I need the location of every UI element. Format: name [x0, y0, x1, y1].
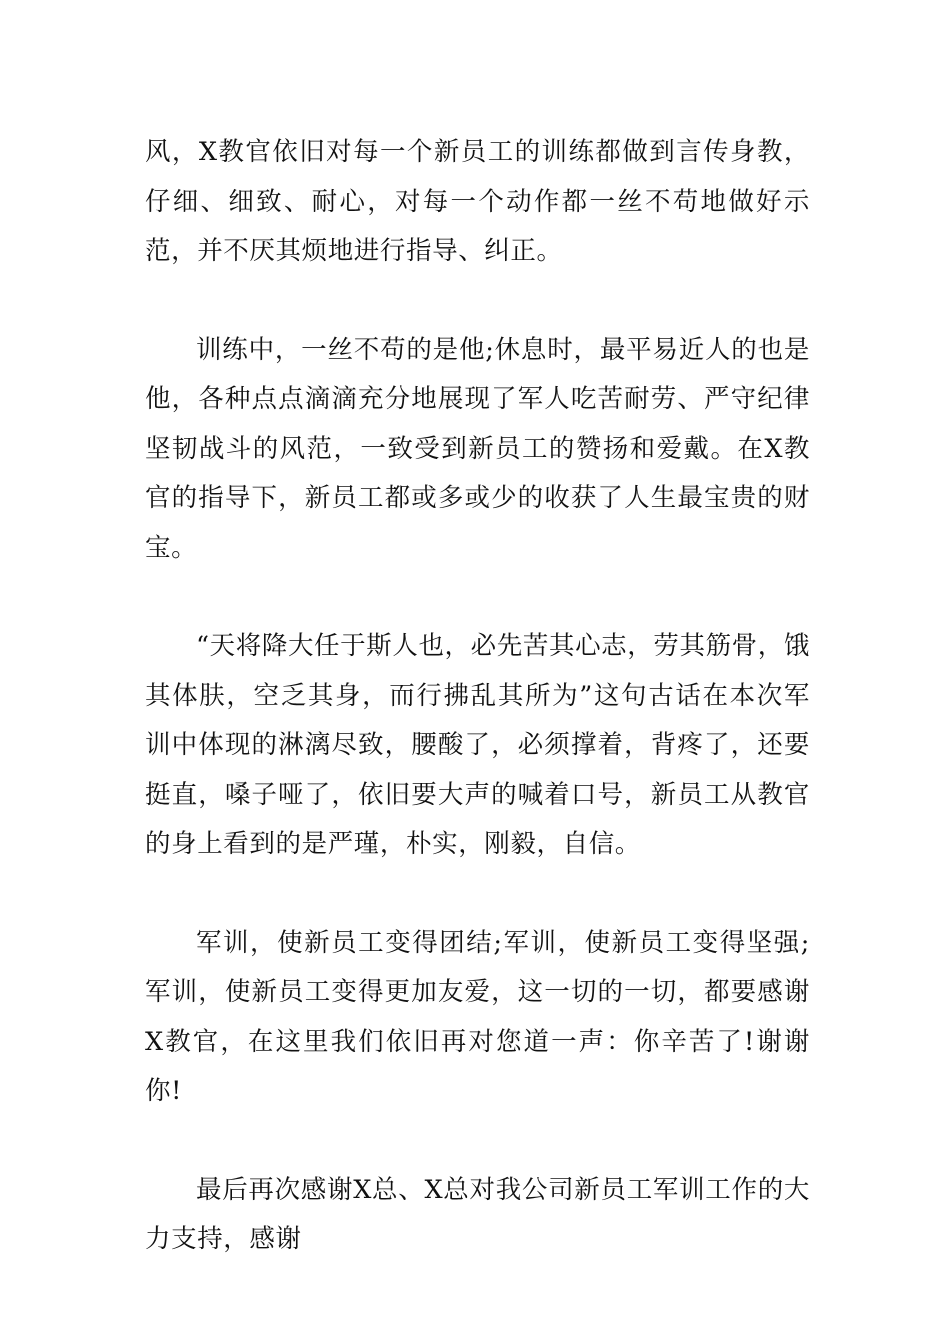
- paragraph-2: 训练中，一丝不苟的是他;休息时，最平易近人的也是他，各种点点滴滴充分地展现了军人吃苦耐劳、严守纪律坚韧战斗的风范，一致受到新员工的赞扬和爱戴。在X教官的指导下，新员工都或多或少的收获了人生最宝贵的财宝。: [145, 334, 810, 563]
- paragraph-4: 军训，使新员工变得团结;军训，使新员工变得坚强;军训，使新员工变得更加友爱，这一切的一切，都要感谢X教官，在这里我们依旧再对您道一声：你辛苦了!谢谢你!: [145, 927, 810, 1106]
- document-body: [145, 128, 810, 1314]
- paragraph-5: 最后再次感谢X总、X总对我公司新员工军训工作的大力支持，感谢: [145, 1174, 810, 1254]
- paragraph-1: 风，X教官依旧对每一个新员工的训练都做到言传身教，仔细、细致、耐心，对每一个动作都一丝不苟地做好示范，并不厌其烦地进行指导、纠正。: [145, 137, 810, 266]
- paragraph-3: “天将降大任于斯人也，必先苦其心志，劳其筋骨，饿其体肤，空乏其身，而行拂乱其所为”这句古话在本次军训中体现的淋漓尽致，腰酸了，必须撑着，背疼了，还要挺直，嗓子哑了，依旧要大声的喊着口号，新员工从教官的身上看到的是严瑾，朴实，刚毅，自信。: [145, 631, 810, 859]
